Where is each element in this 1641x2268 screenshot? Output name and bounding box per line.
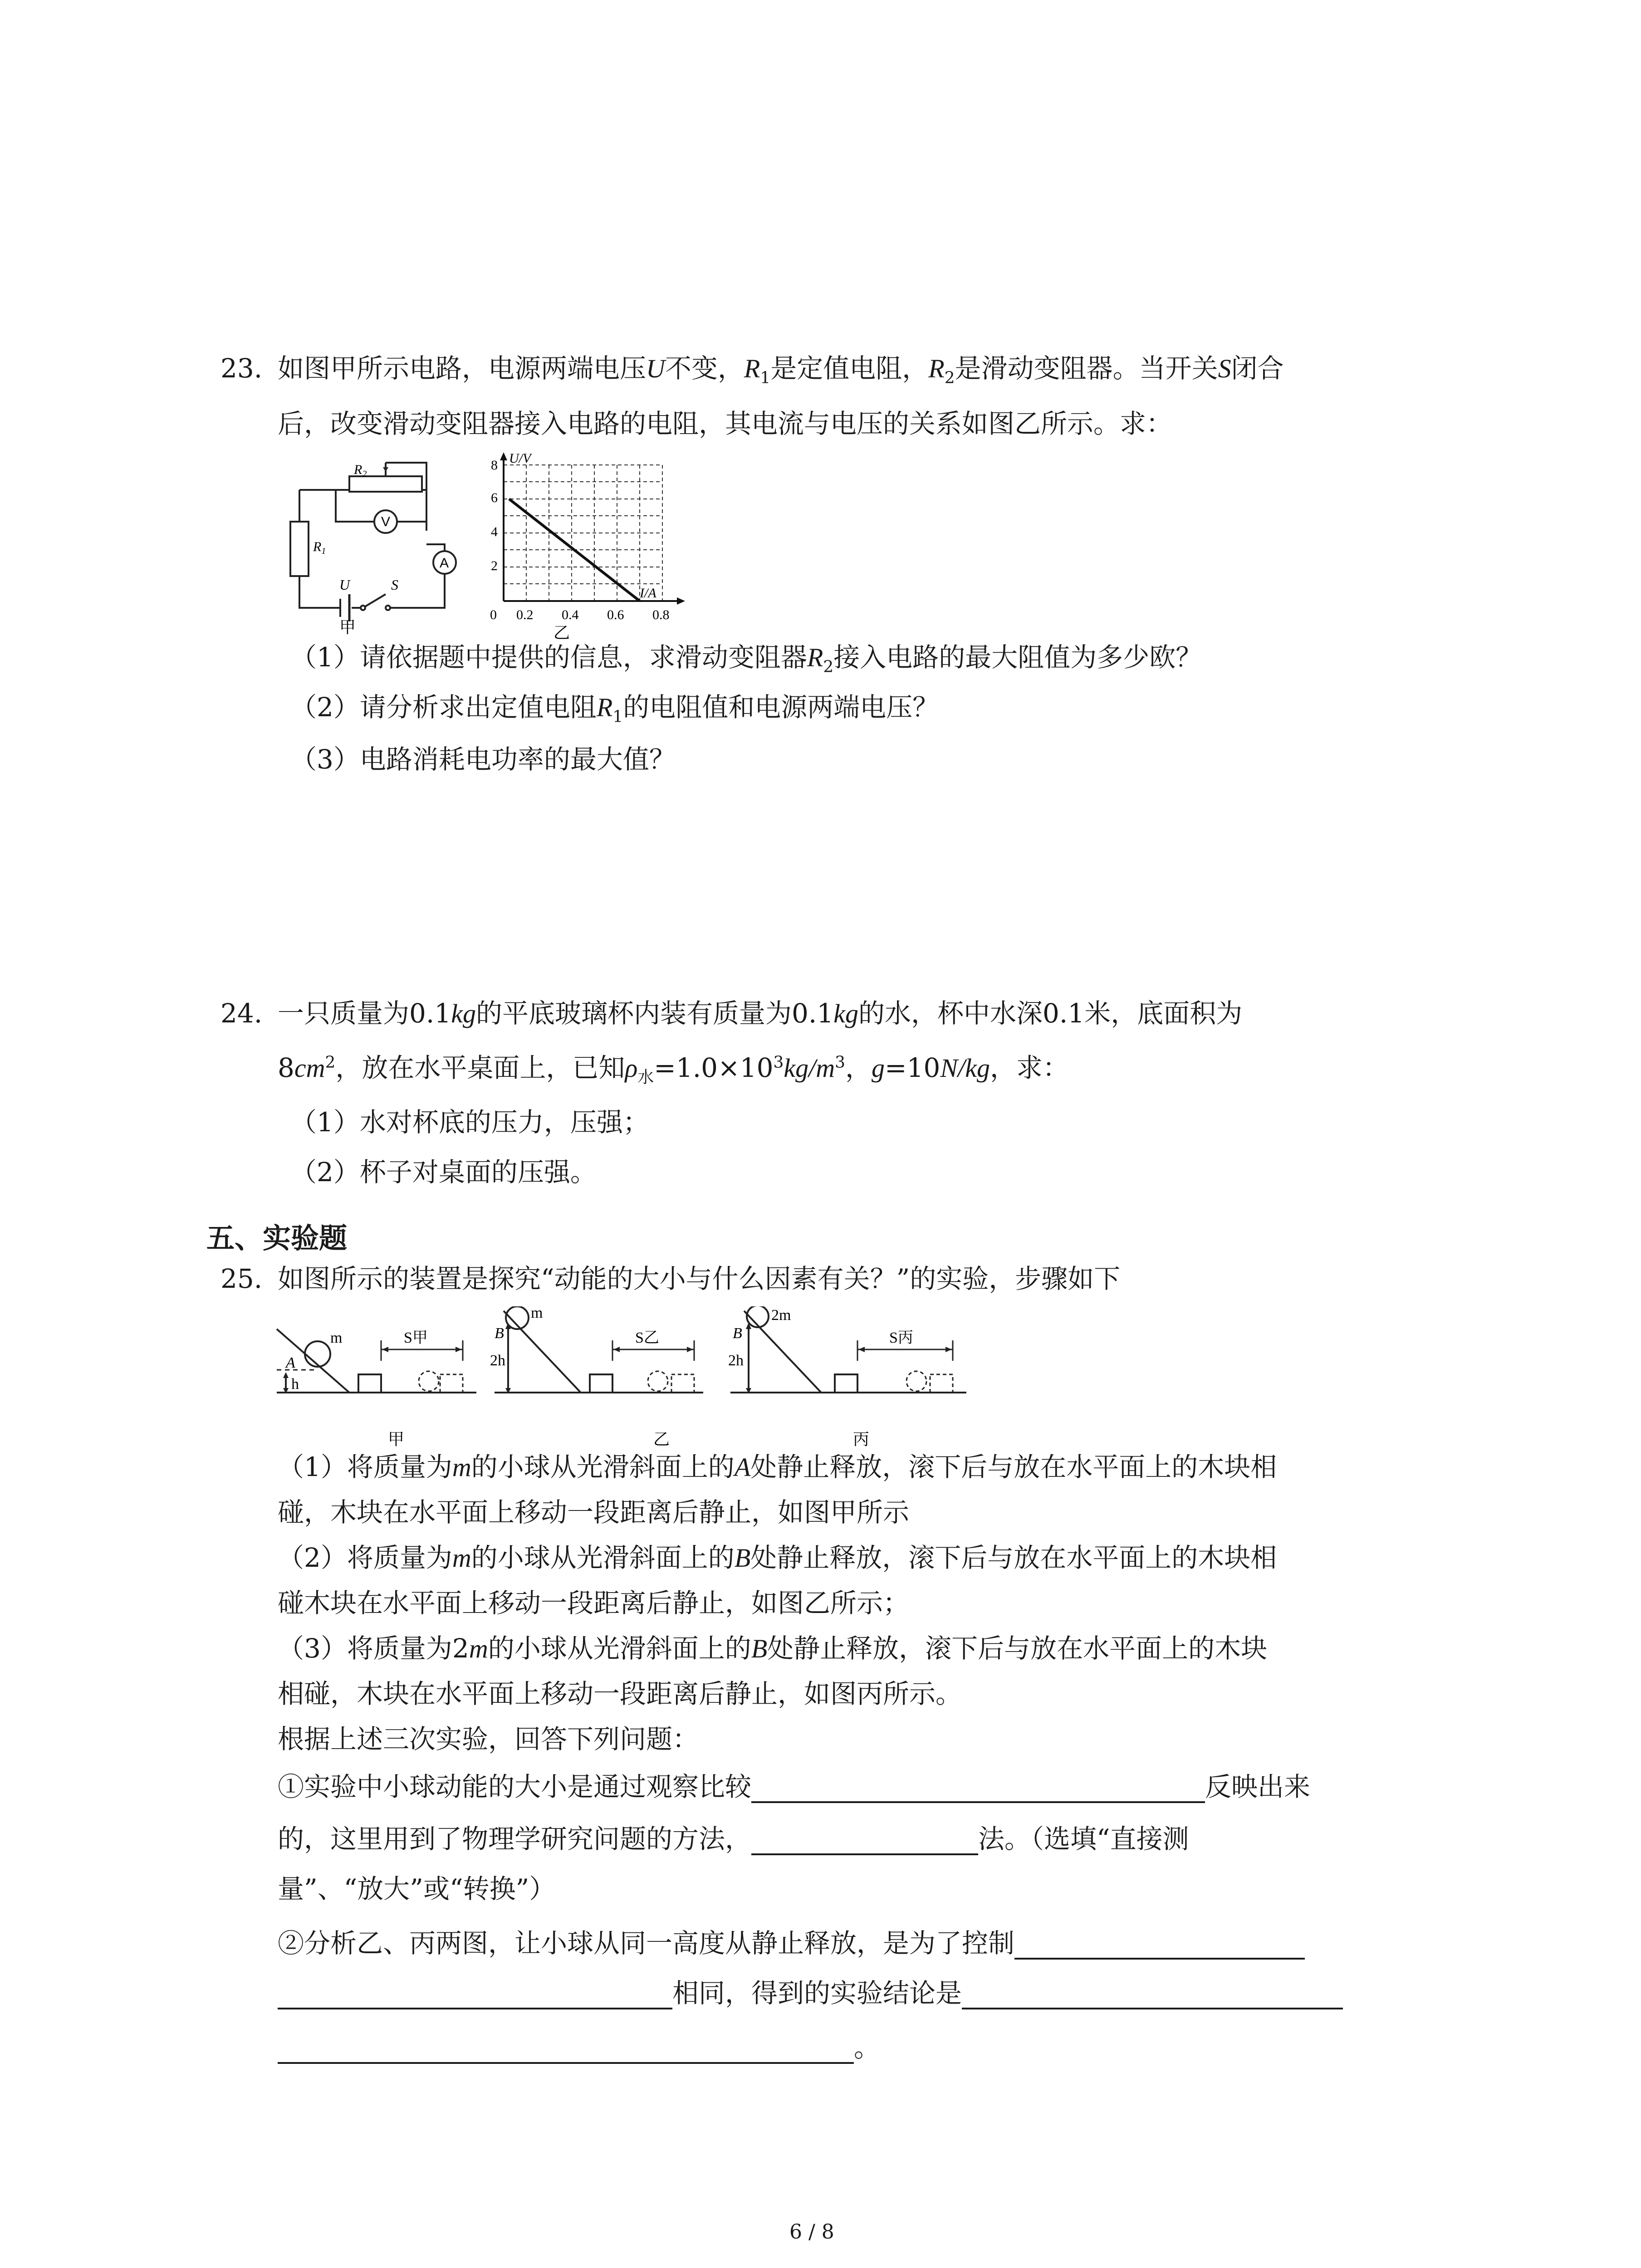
ramp-figure-bing [726,1306,980,1452]
x-tick-0.8: 0.8 [652,607,670,622]
q25-answer2-line3: 。 [278,2032,880,2064]
q25-answer1-line3: 量”、“放大”或“转换”） [278,1873,556,1904]
fig-jia-caption: 甲 [388,1430,405,1449]
q25-step1-line1: （1）将质量为m的小球从光滑斜面上的A处静止释放，滚下后与放在水平面上的木块相 [278,1452,1277,1482]
x-tick-0.6: 0.6 [607,607,624,622]
fig-jia-point: A [286,1354,295,1371]
q25-answer1-line2: 的，这里用到了物理学研究问题的方法， 法。（选填“直接测 [278,1823,1189,1854]
circuit-u-label: U [339,577,350,593]
circuit-s-label: S [391,577,398,593]
q25-step2-line2: 碰木块在水平面上移动一段距离后静止，如图乙所示； [278,1588,910,1618]
fig-jia-mass: m [330,1330,343,1346]
fig-yi-caption: 乙 [653,1430,670,1449]
graph-xlabel: I/A [640,586,656,601]
ammeter-label: A [440,556,449,571]
iu-graph [481,451,690,642]
fig-yi-mass: m [531,1306,543,1321]
answer-blank-6[interactable] [278,2038,854,2064]
q25-step2-line1: （2）将质量为m的小球从光滑斜面上的B处静止释放，滚下后与放在水平面上的木块相 [278,1542,1277,1573]
y-tick-4: 4 [491,524,498,539]
page-number: 6 / 8 [789,2220,834,2244]
x-tick-0.2: 0.2 [516,607,534,622]
q25-step3-line1: （3）将质量为2m的小球从光滑斜面上的B处静止释放，滚下后与放在水平面上的木块 [278,1633,1268,1664]
q25-intro: 根据上述三次实验，回答下列问题： [278,1724,699,1755]
q25-answer1-line1: ①实验中小球动能的大小是通过观察比较 反映出来 [278,1771,1311,1802]
q23-sub1: （1）请依据题中提供的信息，求滑动变阻器$R_2$接入电路的最大阻值为多少欧？ [290,642,1202,676]
fig-bing-distance: S丙 [889,1330,913,1346]
answer-blank-4[interactable] [278,1984,672,2009]
q23-sub3: （3）电路消耗电功率的最大值？ [290,744,676,775]
fig-yi-point: B [495,1325,504,1342]
fig-bing-point: B [733,1325,742,1342]
graph-caption: 乙 [554,624,570,642]
q24-sub1: （1）水对杯底的压力，压强； [290,1107,649,1138]
q24-line2: $8cm^2$，放在水平桌面上，已知$\rho_水=1.0\times 10^3kg/m^3$，g=10N/kg，求： [278,1052,1069,1087]
section-heading: 五、实验题 [206,1222,348,1255]
fig-jia-height: h [291,1376,299,1393]
q25-answer2-line1: ②分析乙、丙两图，让小球从同一高度从静止释放，是为了控制 [278,1928,1305,1960]
ramp-figure-jia [272,1306,481,1452]
y-tick-2: 2 [491,558,498,573]
y-tick-8: 8 [491,458,498,473]
answer-blank-3[interactable] [1014,1934,1305,1960]
q23-sub2: （2）请分析求出定值电阻$R_1$的电阻值和电源两端电压？ [290,692,939,726]
q24-sub2: （2）杯子对桌面的压强。 [290,1157,597,1188]
voltmeter-label: V [381,514,391,529]
answer-blank-2[interactable] [751,1830,978,1855]
circuit-r1-label: $R_1$ [313,539,326,556]
fig-jia-distance: S甲 [404,1330,428,1346]
q24-number: 24. [220,998,263,1029]
ramp-figure-yi [490,1306,708,1452]
fig-yi-height: 2h [490,1352,505,1369]
graph-ylabel: U/V [509,451,531,466]
q23-line2: 后，改变滑动变阻器接入电路的电阻，其电流与电压的关系如图乙所示。求： [278,408,1173,439]
circuit-diagram [272,454,463,635]
q25-answer2-line2: 相同，得到的实验结论是 [278,1978,1343,2009]
answer-blank-1[interactable] [751,1778,1205,1803]
q24-line1: 一只质量为0.1kg的平底玻璃杯内装有质量为0.1kg的水，杯中水深0.1米，底面积为 [278,998,1243,1029]
q25-line1: 如图所示的装置是探究“动能的大小与什么因素有关？”的实验，步骤如下 [278,1263,1121,1294]
q23-line1: 如图甲所示电路，电源两端电压U不变，$R_1$是定值电阻，$R_2$是滑动变阻器。当开关S闭合 [278,353,1284,387]
fig-bing-mass: 2m [771,1307,791,1324]
fig-bing-caption: 丙 [853,1430,870,1449]
graph-origin: 0 [490,607,497,622]
fig-bing-height: 2h [728,1352,744,1369]
circuit-r2-label: $R_2$ [354,462,367,479]
x-tick-0.4: 0.4 [562,607,579,622]
y-tick-6: 6 [491,490,498,505]
q25-step3-line2: 相碰，木块在水平面上移动一段距离后静止，如图丙所示。 [278,1678,962,1709]
q25-number: 25. [220,1263,263,1294]
circuit-caption: 甲 [339,618,356,635]
q25-step1-line2: 碰，木块在水平面上移动一段距离后静止，如图甲所示 [278,1497,910,1528]
answer-blank-5[interactable] [962,1984,1343,2009]
fig-yi-distance: S乙 [635,1330,659,1346]
q23-number: 23. [220,353,263,384]
